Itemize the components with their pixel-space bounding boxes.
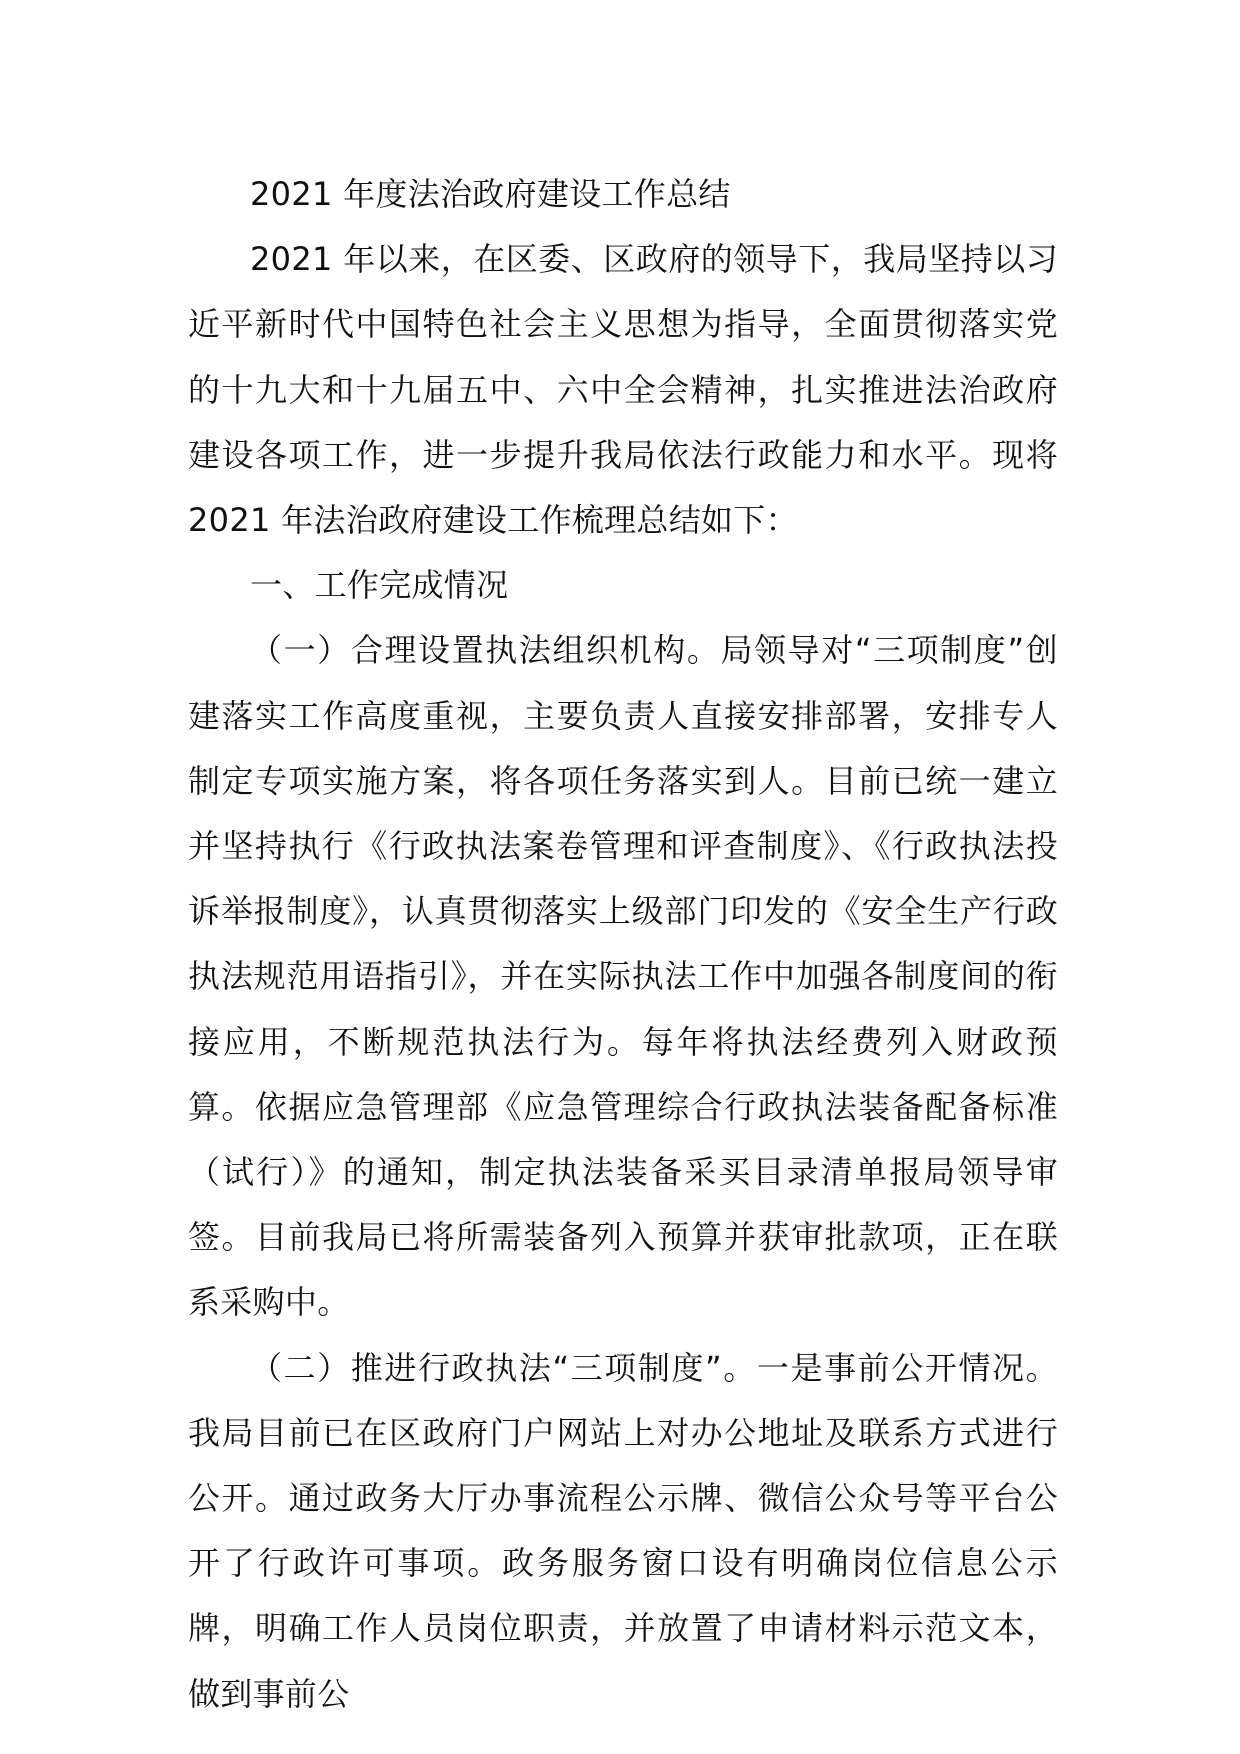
document-title: 2021 年度法治政府建设工作总结 xyxy=(250,175,731,213)
intro-paragraph: 2021 年以来，在区委、区政府的领导下，我局坚持以习近平新时代中国特色社会主义思想为指导，全面贯彻落实党的十九大和十九届五中、六中全会精神，扎实推进法治政府建设各项工作，进一步提升我局依法行政能力和水平。现将 2021 年法治政府建设工作梳理总结如下： xyxy=(188,240,1058,540)
subsection-paragraph-1: （一）合理设置执法组织机构。局领导对“三项制度”创建落实工作高度重视，主要负责人直接安排部署，安排专人制定专项实施方案，将各项任务落实到人。目前已统一建立并坚持执行《行政执法案卷管理和评查制度》、《行政执法投诉举报制度》，认真贯彻落实上级部门印发的《安全生产行政执法规范用语指引》，并在实际执法工作中加强各制度间的衔接应用，不断规范执法行为。每年将执法经费列入财政预算。依据应急管理部《应急管理综合行政执法装备配备标准（试行）》的通知，制定执法装备采买目录清单报局领导审签。目前我局已将所需装备列入预算并获审批款项，正在联系采购中。 xyxy=(188,631,1058,1322)
subsection-paragraph-2: （二）推进行政执法“三项制度”。一是事前公开情况。我局目前已在区政府门户网站上对办公地址及联系方式进行公开。通过政务大厅办事流程公示牌、微信公众号等平台公开了行政许可事项。政务服务窗口设有明确岗位信息公示牌，明确工作人员岗位职责，并放置了申请材料示范文本，做到事前公 xyxy=(188,1348,1058,1713)
document-body xyxy=(188,162,1058,1727)
section-heading: 一、工作完成情况 xyxy=(250,566,509,605)
